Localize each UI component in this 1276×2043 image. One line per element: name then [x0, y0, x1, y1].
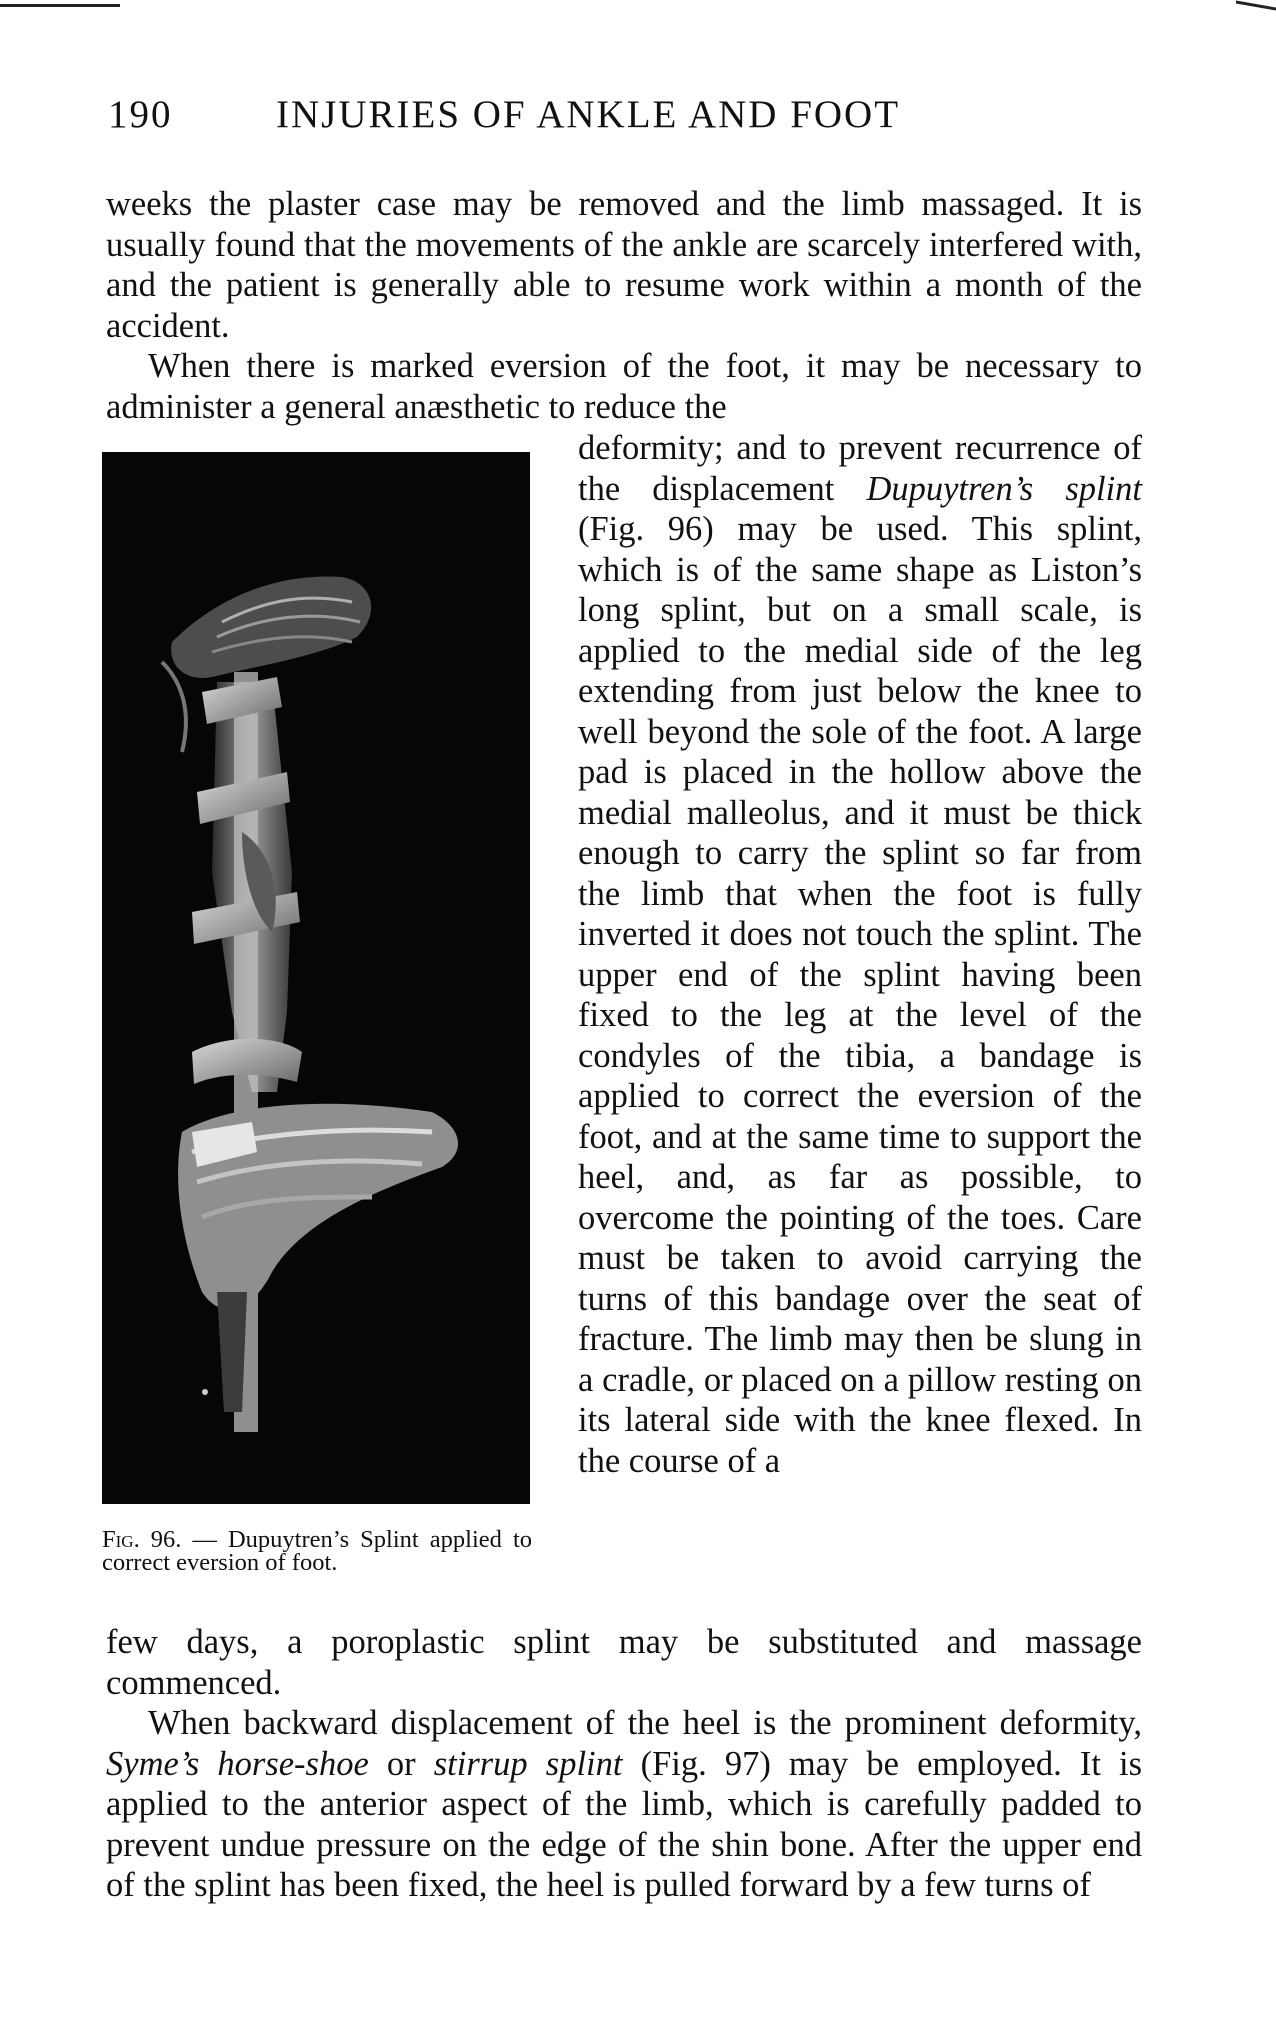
paragraph-2-text-a: deformity; and to prevent recurrence of the displacement [578, 429, 1142, 508]
paragraph-after-figure [106, 1622, 1142, 1906]
paragraph-3-or: or [386, 1744, 416, 1783]
chapter-title: INJURIES OF ANKLE AND FOOT [276, 93, 901, 136]
scan-edge-mark-left [0, 4, 120, 7]
stirrup-splint-term: stirrup splint [433, 1744, 623, 1783]
scan-edge-mark-right [1236, 0, 1276, 10]
page-number: 190 [108, 93, 173, 136]
figure-96-photograph [102, 452, 530, 1504]
paragraph-3-text-b: (Fig. 97) may be employed. It is applied to the anterior aspect of the limb, which is carefully padded to prevent undue pressure on the edge of the shin bone. After the upper end of the splint has been fixed, the heel is pulled forward by a few turns of [106, 1744, 1143, 1904]
paragraph-2-body [578, 428, 1142, 1481]
paragraph-1: weeks the plaster case may be removed and the limb massaged. It is usually found that the movements of the ankle are scarcely interfered with, and the patient is generally able to resume work within a month of the accident. [106, 185, 1142, 345]
paragraph-3 [106, 1703, 1142, 1906]
paragraph-2-opening: When there is marked eversion of the foot, it may be necessary to administer a general anæsthetic to reduce the [106, 347, 1142, 426]
paragraph-2-ending: few days, a poroplastic splint may be substituted and massage commenced. [106, 1623, 1142, 1702]
figure-label: Fig. 96. [102, 1526, 182, 1553]
paragraph-3-text-a: When backward displacement of the heel is the prominent deformity, [148, 1704, 1142, 1742]
running-head [108, 92, 1148, 152]
figure-caption-text: — Dupuytren’s Splint applied to correct eversion of foot. [102, 1526, 532, 1576]
paragraph-2-text-b: (Fig. 96) may be used. This splint, which is of the same shape as Liston’s long splint, but on a small scale, is applied to the medial side of the leg extending from just below the knee to well beyond the sole of the foot. A large pad is placed in the hollow above the medial malleolus, and it must be thick enough to carry the splint so far from the limb that when the foot is fully inverted it does not touch the splint. The upper end of the splint having been fixed to the leg at the level of the condyles of the tibia, a bandage is applied to correct the eversion of the foot, and at the same time to support the heel, and, as far as possible, to overcome the pointing of the toes. Care must be taken to avoid carrying the turns of this bandage over the seat of fracture. The limb may then be slung in a cradle, or placed on a pillow resting on its lateral side with the knee flexed. In the course of a [578, 510, 1142, 1480]
symes-horse-shoe-term: Syme’s horse-shoe [106, 1744, 369, 1783]
figure-96-caption [102, 1528, 532, 1574]
text-beside-figure [578, 428, 1142, 1481]
paragraph-continuation [106, 184, 1142, 427]
dupuytren-splint-term: Dupuytren’s splint [866, 469, 1143, 508]
splint-photo-illustration [102, 452, 530, 1504]
